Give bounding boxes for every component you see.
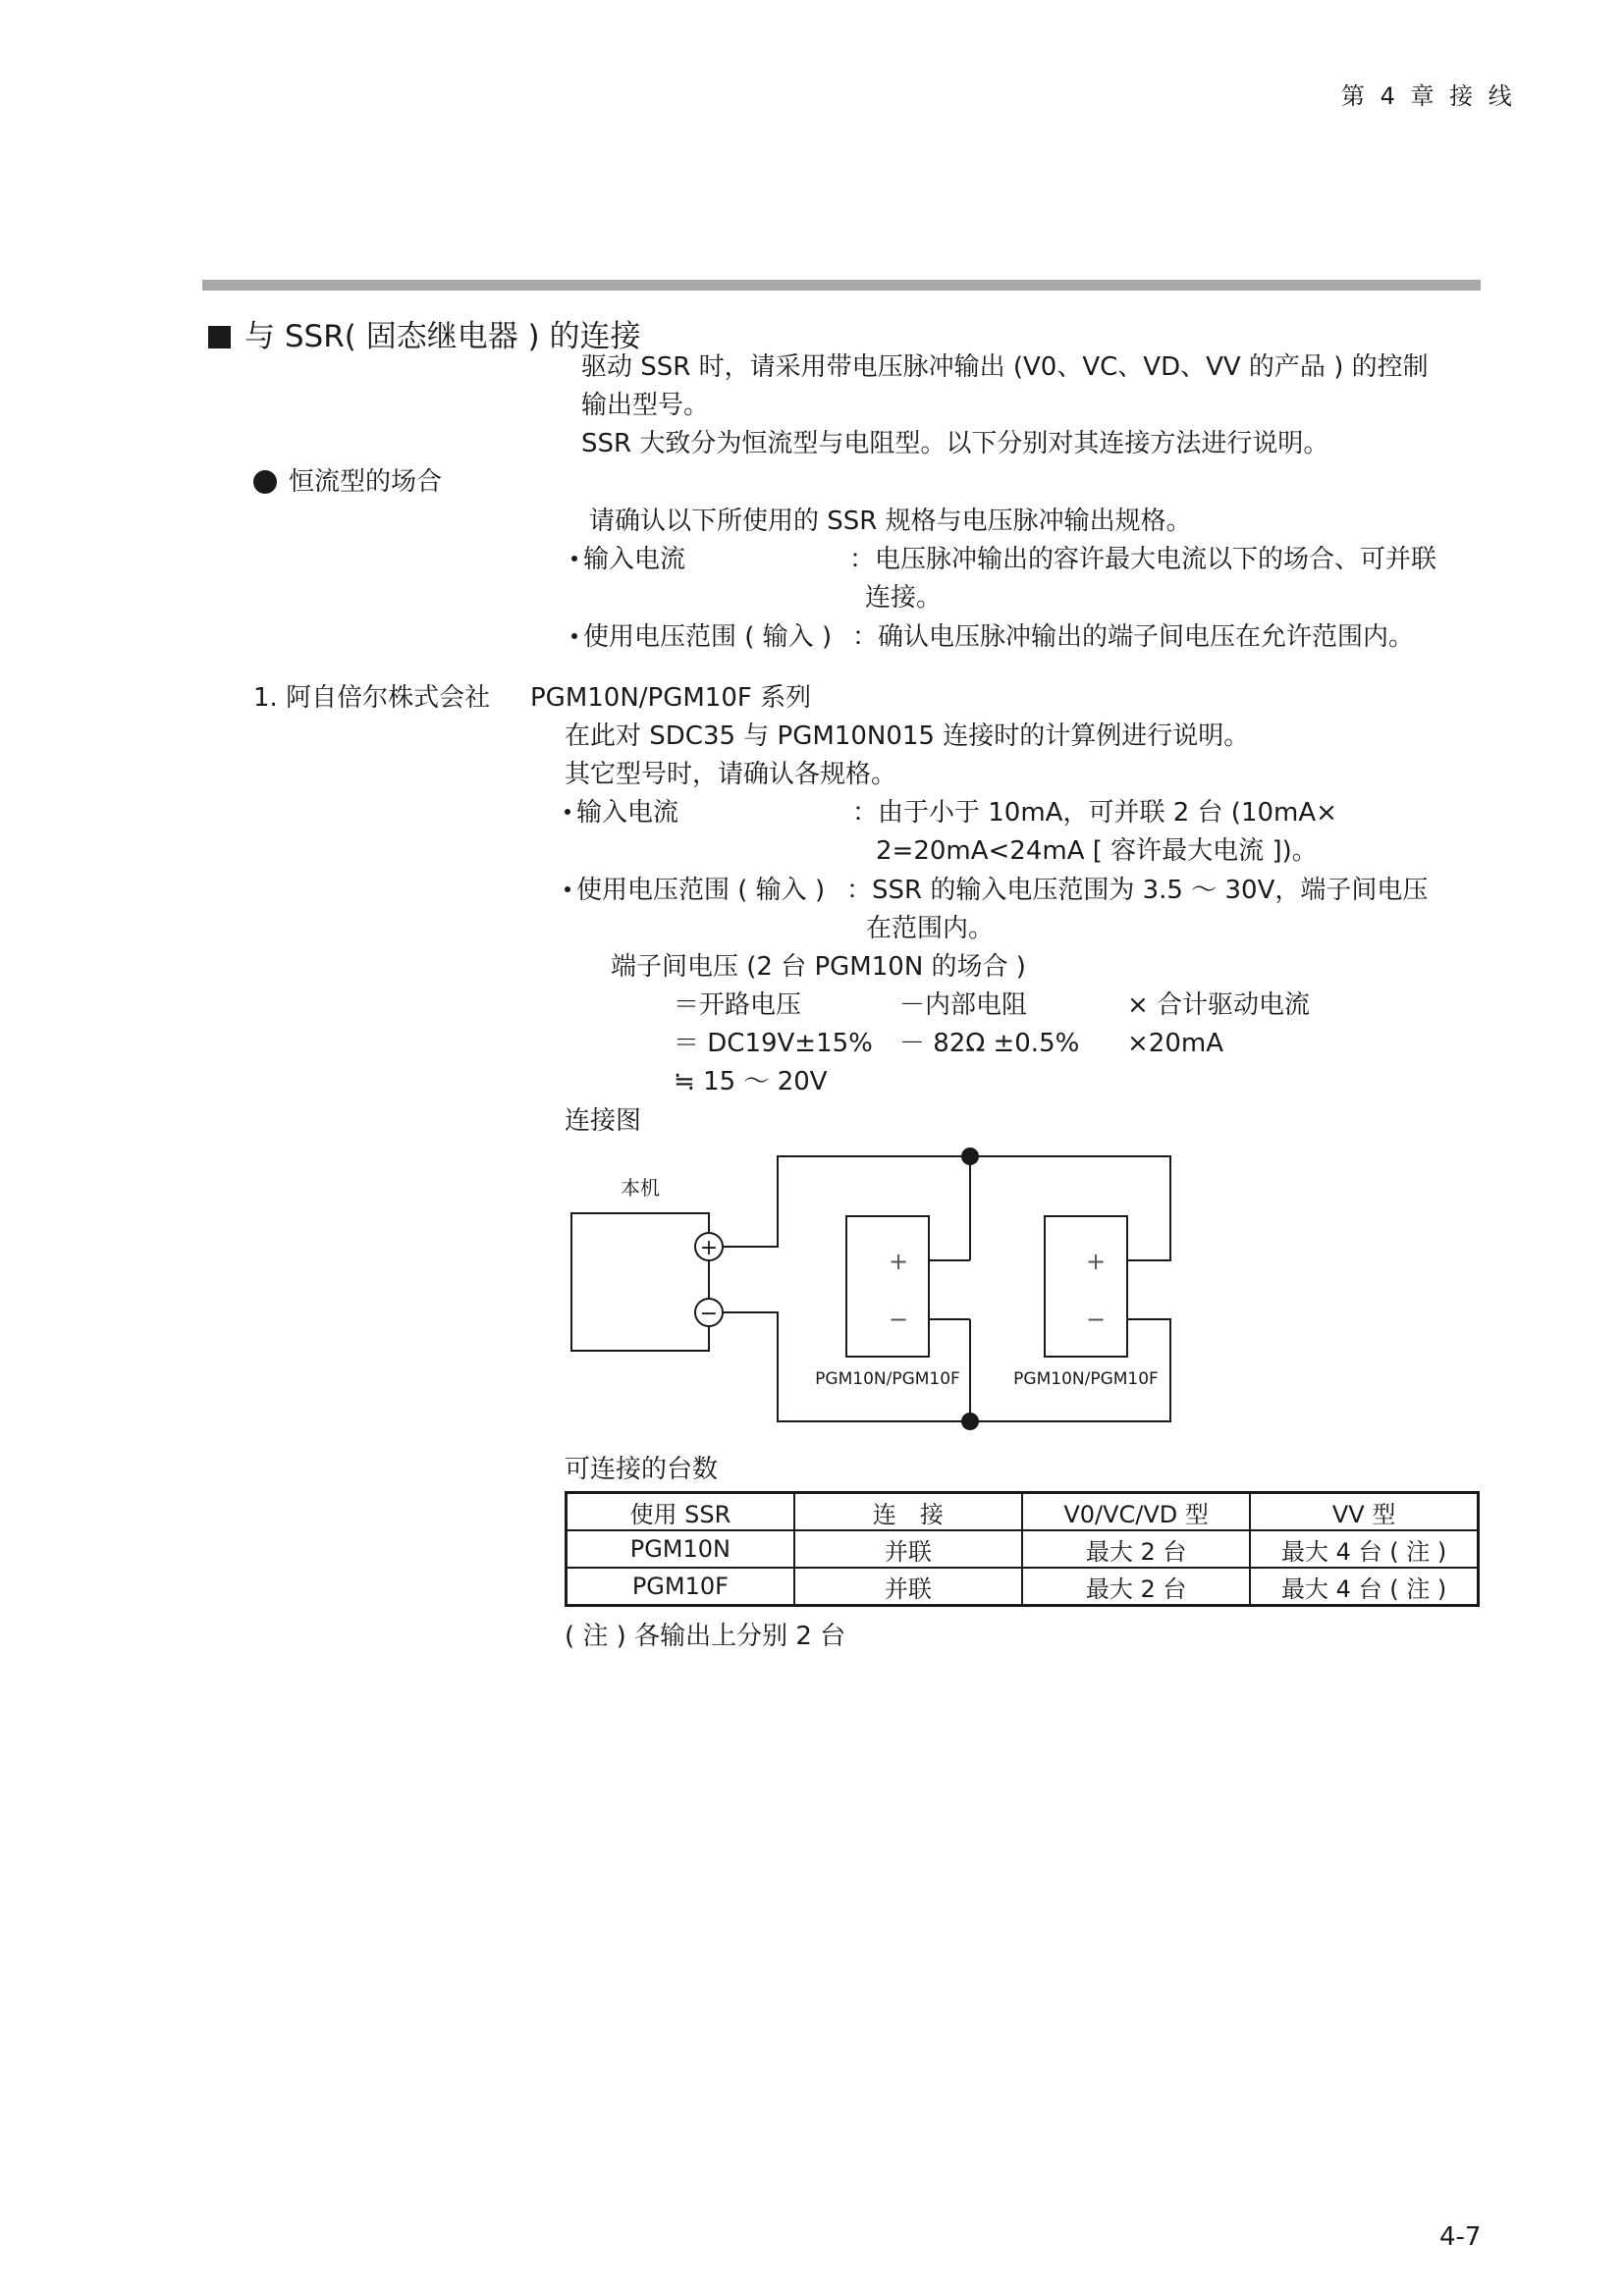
- ex-item1-label: [565, 794, 678, 831]
- intro-line-3: SSR 大致分为恒流型与电阻型。以下分别对其连接方法进行说明。: [581, 429, 1329, 458]
- table-cell: 最大 2 台: [1022, 1530, 1250, 1568]
- ex-item1-label-text: 输入电流: [576, 798, 679, 828]
- ssr1-label: PGM10N/PGM10F: [815, 1369, 960, 1389]
- calc-r1c2: －内部电阻: [899, 990, 1028, 1020]
- table-header-cell: VV 型: [1250, 1493, 1478, 1531]
- chapter-header: 第 4 章 接 线: [1341, 82, 1516, 110]
- minus-terminal-sign: −: [699, 1302, 719, 1326]
- table-title: 可连接的台数: [565, 1455, 719, 1484]
- calc-title: 端子间电压 (2 台 PGM10N 的场合 ): [611, 952, 1026, 982]
- confirm-text: 请确认以下所使用的 SSR 规格与电压脉冲输出规格。: [589, 507, 1192, 536]
- table-header-cell: V0/VC/VD 型: [1022, 1493, 1250, 1531]
- ex-item2-label: [565, 872, 825, 909]
- ssr1-plus-sign: +: [888, 1248, 909, 1275]
- table-cell: PGM10F: [567, 1568, 794, 1606]
- example1-heading-series: PGM10N/PGM10F 系列: [530, 683, 812, 713]
- page-number: 4-7: [1439, 2222, 1482, 2252]
- table-cell: 最大 4 台 ( 注 ): [1250, 1568, 1478, 1606]
- ex-item2-value-2: 在范围内。: [866, 914, 995, 943]
- ex-item1-value-2: 2=20mA<24mA [ 容许最大电流 ])。: [876, 836, 1318, 866]
- intro-line-2: 输出型号。: [581, 391, 710, 420]
- table-cell: 最大 2 台: [1022, 1568, 1250, 1606]
- dot-bullet-icon: [571, 556, 577, 561]
- cc-item1-value-2: 连接。: [865, 583, 943, 613]
- calc-r3: ≒ 15 ～ 20V: [674, 1067, 828, 1096]
- table-row: [567, 1530, 1479, 1568]
- junction-dot-top: [961, 1148, 979, 1165]
- dot-bullet-icon: [565, 809, 570, 815]
- plus-terminal-sign: +: [699, 1236, 719, 1260]
- table-header-row: [567, 1493, 1479, 1531]
- connectable-units-table: [565, 1491, 1480, 1607]
- example1-desc-1: 在此对 SDC35 与 PGM10N015 连接时的计算例进行说明。: [565, 721, 1250, 751]
- diagram-title: 连接图: [565, 1106, 642, 1136]
- ex-item2-value-1: ：SSR 的输入电压范围为 3.5 ～ 30V，端子间电压: [846, 876, 1429, 905]
- ssr2-box: [1045, 1216, 1127, 1357]
- ex-item1-value-1: ：由于小于 10mA，可并联 2 台 (10mA×: [852, 798, 1337, 828]
- ssr2-minus-sign: −: [1085, 1306, 1107, 1333]
- constant-current-heading: [253, 463, 442, 501]
- section-divider: [202, 280, 1481, 291]
- controller-box: [571, 1213, 709, 1351]
- ex-item2-label-text: 使用电压范围 ( 输入 ): [576, 876, 826, 905]
- cc-item1-label-text: 输入电流: [583, 545, 686, 574]
- table-header-cell: 使用 SSR: [567, 1493, 794, 1531]
- square-bullet-icon: [208, 326, 231, 348]
- cc-item2-value: ：确认电压脉冲输出的端子间电压在允许范围内。: [852, 622, 1415, 652]
- cc-item2-label: [571, 618, 832, 656]
- example1-heading-num: 1. 阿自倍尔株式会社: [253, 683, 491, 713]
- dot-bullet-icon: [571, 633, 577, 639]
- calc-r1c3: × 合计驱动电流: [1127, 990, 1311, 1020]
- connection-diagram: [560, 1139, 1188, 1453]
- cc-item2-label-text: 使用电压范围 ( 输入 ): [583, 622, 833, 652]
- table-cell: 并联: [794, 1568, 1022, 1606]
- intro-line-1: 驱动 SSR 时，请采用带电压脉冲输出 (V0、VC、VD、VV 的产品 ) 的控制: [581, 352, 1429, 382]
- cc-item1-label: [571, 541, 685, 578]
- table-cell: PGM10N: [567, 1530, 794, 1568]
- ssr2-plus-sign: +: [1085, 1248, 1107, 1275]
- example1-desc-2: 其它型号时，请确认各规格。: [565, 760, 897, 789]
- junction-dot-bottom: [961, 1413, 979, 1430]
- controller-label: 本机: [621, 1176, 660, 1200]
- table-note: ( 注 ) 各输出上分别 2 台: [565, 1622, 846, 1651]
- table-cell: 最大 4 台 ( 注 ): [1250, 1530, 1478, 1568]
- table-header-cell: 连 接: [794, 1493, 1022, 1531]
- calc-r2c3: ×20mA: [1127, 1029, 1223, 1058]
- ssr1-box: [846, 1216, 929, 1357]
- calc-r2c2: － 82Ω ±0.5%: [899, 1029, 1080, 1058]
- cc-item1-value-1: ：电压脉冲输出的容许最大电流以下的场合、可并联: [849, 545, 1437, 574]
- calc-r1c1: ＝开路电压: [674, 990, 802, 1020]
- calc-r2c1: ＝ DC19V±15%: [674, 1029, 873, 1058]
- ssr2-label: PGM10N/PGM10F: [1013, 1369, 1159, 1389]
- section-title-text: 与 SSR( 固态继电器 ) 的连接: [244, 319, 641, 354]
- circle-bullet-icon: [253, 470, 277, 494]
- ssr1-minus-sign: −: [888, 1306, 909, 1333]
- table-row: [567, 1568, 1479, 1606]
- table-cell: 并联: [794, 1530, 1022, 1568]
- constant-current-heading-text: 恒流型的场合: [289, 467, 443, 497]
- dot-bullet-icon: [565, 886, 570, 892]
- section-title: [208, 311, 641, 355]
